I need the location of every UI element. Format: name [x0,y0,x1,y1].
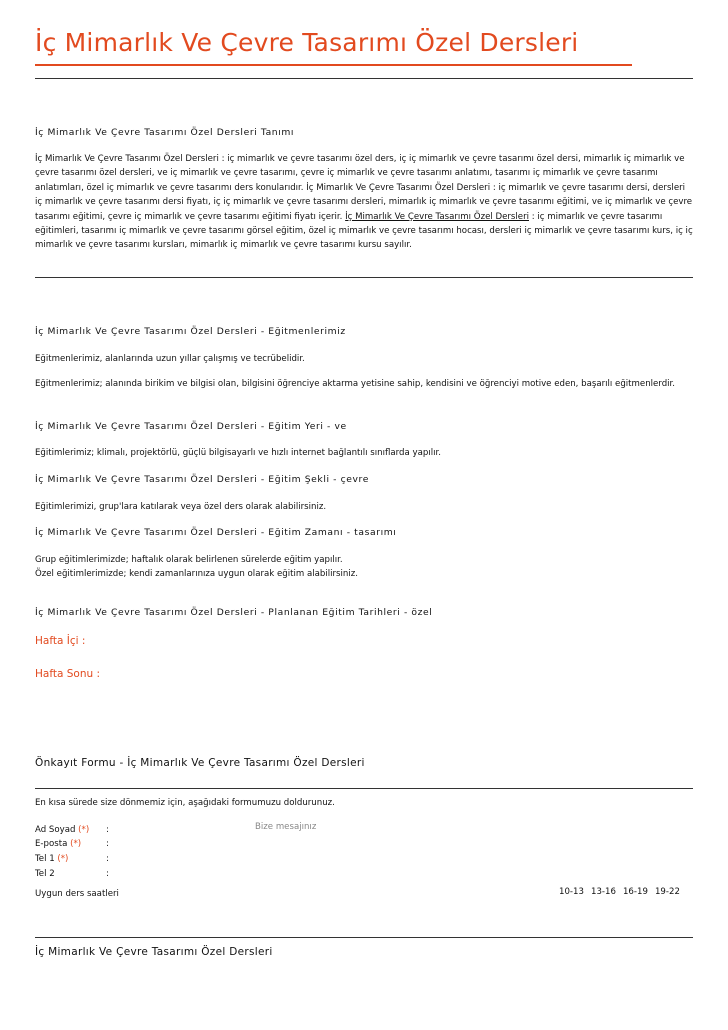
tanim-paragraph [35,152,693,253]
tanim-text-1: İç Mimarlık Ve Çevre Tasarımı Özel Dersleri : iç mimarlık ve çevre tasarımı özel ders, iç iç mimarlık ve çevre tasarımı özel dersi, mimarlık iç mimarlık ve çevre tasarımı özel dersleri, ve iç mimarlık ve çevre tasarımı, çevre iç mimarlık ve çevre tasarımı anlatımı, tasarımı iç mimarlık ve çevre tasarımı anlatımları, özel iç mimarlık ve çevre tasarımı ders konularıdır. İç Mimarlık Ve Çevre Tasarımı Özel Dersleri : iç mimarlık ve çevre tasarımı dersi, dersleri iç mimarlık ve çevre tasarımı dersi fiyatı, iç iç mimarlık ve çevre tasarımı dersleri, mimarlık iç mimarlık ve çevre tasarımı eğitimi, ve iç mimarlık ve çevre tasarımı eğitimi, çevre iç mimarlık ve çevre tasarımı eğitimi fiyatı içerir. [35,154,693,222]
footer-text: İç Mimarlık Ve Çevre Tasarımı Özel Dersleri [35,946,273,958]
egitmenler-p1: Eğitmenlerimiz, alanlarında uzun yıllar çalışmış ve tecrübelidir. [35,354,305,364]
egitim-zamani-line1: Grup eğitimlerimizde; haftalık olarak belirlenen sürelerde eğitim yapılır. [35,555,343,565]
colon: : [106,839,109,849]
egitim-sekli-heading: İç Mimarlık Ve Çevre Tasarımı Özel Dersleri - Eğitim Şekli - çevre [35,474,369,485]
egitim-zamani-heading: İç Mimarlık Ve Çevre Tasarımı Özel Dersleri - Eğitim Zamanı - tasarımı [35,527,397,538]
form-row-tel1 [35,852,255,866]
time-slot-13-16[interactable]: 13-16 [590,887,616,897]
tel1-label: Tel 1 (*) [35,854,69,864]
required-mark: (*) [70,839,82,849]
divider [35,788,693,789]
required-mark: (*) [57,854,69,864]
form-row-tel2 [35,867,255,881]
egitim-zamani-line2: Özel eğitimlerimizde; kendi zamanlarınıza uygun olarak eğitim alabilirsiniz. [35,569,358,580]
divider [35,78,693,79]
tanim-link[interactable]: İç Mimarlık Ve Çevre Tasarımı Özel Dersleri [345,211,529,222]
time-slot-10-13[interactable]: 10-13 [559,887,584,897]
colon: : [106,854,109,864]
tel2-label: Tel 2 [35,869,55,879]
tel1-input[interactable] [115,852,245,865]
egitim-yeri-heading: İç Mimarlık Ve Çevre Tasarımı Özel Dersleri - Eğitim Yeri - ve [35,421,347,432]
uygun-ders-label: Uygun ders saatleri [35,889,119,899]
egitmenler-heading: İç Mimarlık Ve Çevre Tasarımı Özel Dersleri - Eğitmenlerimiz [35,326,346,337]
page-title: İç Mimarlık Ve Çevre Tasarımı Özel Dersleri [35,28,579,57]
colon: : [106,825,109,835]
message-textarea[interactable] [255,822,435,882]
egitim-sekli-text: Eğitimlerimizi, grup'lara katılarak veya özel ders olarak alabilirsiniz. [35,502,327,512]
eposta-input[interactable] [115,837,245,850]
form-row-uygun-ders [35,887,335,901]
time-slot-16-19[interactable]: 16-19 [622,887,648,897]
required-mark: (*) [78,825,90,835]
hafta-sonu-label: Hafta Sonu : [35,668,101,680]
tanim-heading: İç Mimarlık Ve Çevre Tasarımı Özel Dersleri Tanımı [35,127,295,138]
tanim-text-2: : iç mimarlık ve çevre tasarımı eğitimleri, tasarımı iç mimarlık ve çevre tasarımı görsel eğitim, özel iç mimarlık ve çevre tasarımı hocası, dersleri iç mimarlık ve çevre tasarımı kurs, iç iç mimarlık ve çevre tasarımı kursları, mimarlık iç mimarlık ve çevre tasarımı kursu sayılır. [35,211,693,251]
ad-soyad-input[interactable] [115,823,245,836]
egitmenler-p2: Eğitmenlerimiz; alanında birikim ve bilgisi olan, bilgisini öğrenciye aktarma yetisine sahip, kendisini ve öğrenciyi motive eden, başarılı eğitmenlerdir. [35,379,676,389]
title-underline [35,64,632,66]
tel2-input[interactable] [115,867,245,880]
form-intro: En kısa sürede size dönmemiz için, aşağıdaki formumuzu doldurunuz. [35,798,335,808]
time-slot-options [552,887,680,897]
planlanan-heading: İç Mimarlık Ve Çevre Tasarımı Özel Dersleri - Planlanan Eğitim Tarihleri - özel [35,607,433,618]
form-row-eposta [35,837,255,851]
hafta-ici-label: Hafta İçi : [35,635,86,647]
form-row-ad-soyad [35,823,255,837]
time-slot-19-22[interactable]: 19-22 [654,887,680,897]
egitim-zamani-text [35,553,693,582]
colon: : [106,869,109,879]
divider [35,937,693,938]
ad-soyad-label: Ad Soyad (*) [35,825,90,835]
divider [35,277,693,278]
egitim-yeri-text: Eğitimlerimiz; klimalı, projektörlü, güçlü bilgisayarlı ve hızlı internet bağlantılı sınıflarda yapılır. [35,448,441,458]
form-title: Önkayıt Formu - İç Mimarlık Ve Çevre Tasarımı Özel Dersleri [35,757,365,769]
eposta-label: E-posta (*) [35,839,82,849]
